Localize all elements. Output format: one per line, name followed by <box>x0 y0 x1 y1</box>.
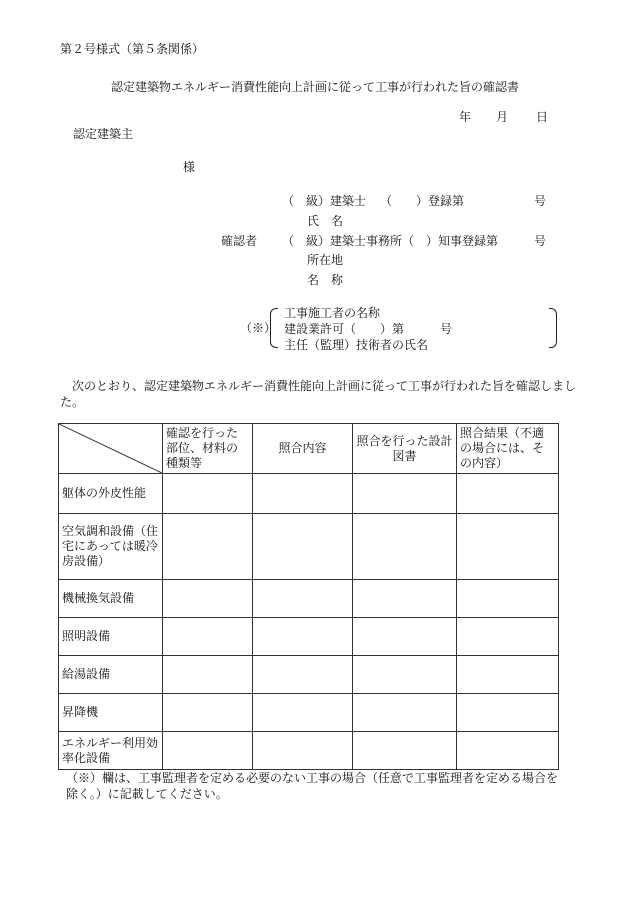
table-cell <box>253 694 353 732</box>
table-cell <box>457 618 559 656</box>
table-cell <box>457 694 559 732</box>
confirmation-table <box>58 423 559 770</box>
table-cell <box>353 694 457 732</box>
table-cell <box>253 474 353 514</box>
header-part-material: 確認を行った部位、材料の種類等 <box>163 424 253 474</box>
table-cell <box>353 514 457 580</box>
table-corner-diagonal <box>59 424 163 474</box>
table-cell <box>457 580 559 618</box>
contractor-bracket-right <box>549 308 557 348</box>
architect-name-label: 氏 名 <box>307 214 344 228</box>
table-cell <box>253 732 353 770</box>
construction-permit-label: 建設業許可（ ）第 号 <box>284 322 453 336</box>
date-day-label: 日 <box>536 110 549 124</box>
table-cell <box>163 732 253 770</box>
table-cell <box>353 474 457 514</box>
date-month-label: 月 <box>496 110 509 124</box>
table-cell <box>163 618 253 656</box>
table-cell <box>353 656 457 694</box>
header-check-result: 照合結果（不適の場合には、その内容） <box>457 424 559 474</box>
chief-engineer-label: 主任（監理）技術者の氏名 <box>284 338 429 352</box>
office-registration-label: （ 級）建築士事務所（ ）知事登録第 <box>282 234 499 248</box>
office-registration-suffix: 号 <box>534 234 547 248</box>
table-row <box>59 580 559 618</box>
row-label-hot-water: 給湯設備 <box>59 656 163 694</box>
row-label-elevator: 昇降機 <box>59 694 163 732</box>
date-year-label: 年 <box>459 110 472 124</box>
table-row <box>59 474 559 514</box>
table-cell <box>253 618 353 656</box>
contractor-bracket-left <box>270 308 278 348</box>
table-row <box>59 694 559 732</box>
header-check-content: 照合内容 <box>253 424 353 474</box>
table-cell <box>457 474 559 514</box>
row-label-ventilation: 機械換気設備 <box>59 580 163 618</box>
architect-grade-label: （ 級）建築士 <box>282 194 367 208</box>
row-label-lighting: 照明設備 <box>59 618 163 656</box>
table-row <box>59 656 559 694</box>
document-title: 認定建築物エネルギー消費性能向上計画に従って工事が行われた旨の確認書 <box>110 80 519 94</box>
form-number: 第２号様式（第５条関係） <box>60 42 205 56</box>
contractor-name-label: 工事施工者の名称 <box>284 306 381 320</box>
contractor-note-mark: （※） <box>240 321 277 335</box>
table-row <box>59 618 559 656</box>
confirmer-label: 確認者 <box>221 234 258 248</box>
table-cell <box>163 514 253 580</box>
honorific: 様 <box>183 160 196 174</box>
header-design-documents: 照合を行った設計図書 <box>353 424 457 474</box>
office-name-label: 名 称 <box>307 273 344 287</box>
table-cell <box>457 732 559 770</box>
table-cell <box>353 618 457 656</box>
row-label-air-conditioning: 空気調和設備（住宅にあっては暖冷房設備） <box>59 514 163 580</box>
table-cell <box>457 656 559 694</box>
table-cell <box>353 580 457 618</box>
table-row <box>59 514 559 580</box>
table-cell <box>163 656 253 694</box>
table-cell <box>253 656 353 694</box>
table-row <box>59 732 559 770</box>
table-cell <box>457 514 559 580</box>
table-cell <box>163 474 253 514</box>
row-label-energy-efficiency: エネルギー利用効率化設備 <box>59 732 163 770</box>
table-cell <box>253 580 353 618</box>
row-label-envelope: 躯体の外皮性能 <box>59 474 163 514</box>
confirmation-statement: 次のとおり、認定建築物エネルギー消費性能向上計画に従って工事が行われた旨を確認しました。 <box>60 379 577 409</box>
table-cell <box>253 514 353 580</box>
table-cell <box>163 580 253 618</box>
architect-registration-suffix: 号 <box>534 194 547 208</box>
table-cell <box>163 694 253 732</box>
footnote: （※）欄は、工事監理者を定める必要のない工事の場合（任意で工事監理者を定める場合を除く。）に記載してください。 <box>66 771 559 801</box>
owner-label: 認定建築主 <box>73 127 134 141</box>
table-cell <box>353 732 457 770</box>
office-address-label: 所在地 <box>307 253 344 267</box>
architect-registration-label: （ ）登録第 <box>380 194 465 208</box>
